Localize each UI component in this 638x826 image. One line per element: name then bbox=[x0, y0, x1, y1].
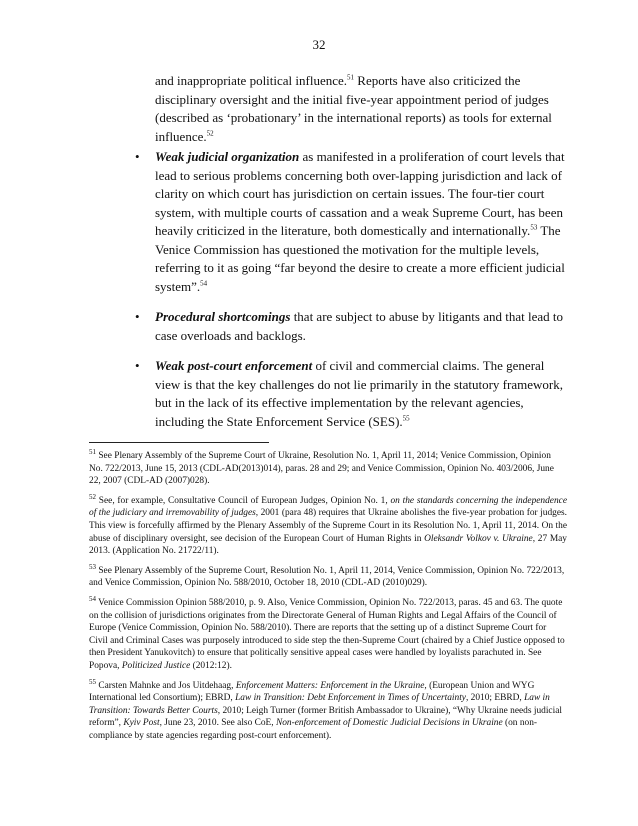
list-item-weak-judicial-organization bbox=[130, 148, 570, 296]
footnote-text: (2012:12). bbox=[190, 660, 232, 671]
issue-list bbox=[130, 148, 570, 443]
footnote-51 bbox=[89, 447, 567, 488]
list-item-procedural-shortcomings bbox=[130, 308, 570, 345]
footnotes bbox=[89, 447, 567, 749]
bullet-icon: • bbox=[135, 149, 140, 164]
footnote-ref-51[interactable]: 51 bbox=[347, 73, 355, 82]
bullet-text: as manifested in a proliferation of court levels that lead to serious problems concerning both over-lapping jurisdiction and lack of clarity on which court has jurisdiction on certain issues. The four-tier court system, with multiple courts of cassation and a weak Supreme Court, has been heavily criticized in the literature, both domestically and internationally. bbox=[155, 149, 565, 238]
bullet-term: Weak judicial organization bbox=[155, 149, 300, 164]
footnote-italic: Politicized Justice bbox=[121, 660, 191, 671]
footnote-italic: Non-enforcement of Domestic Judicial Decisions in Ukraine bbox=[275, 718, 503, 729]
footnote-number: 54 bbox=[89, 594, 96, 603]
footnote-text: , (European Union and WYG International led Consortium); EBRD, bbox=[89, 680, 535, 704]
bullet-text: The Venice Commission has questioned the motivation for the multiple levels, referring to it as going “far beyond the desire to create a more efficient judicial system”. bbox=[155, 223, 565, 294]
footnote-italic: Oleksandr Volkov v. Ukraine bbox=[424, 533, 533, 544]
continuation-paragraph bbox=[155, 72, 567, 146]
footnote-text: (on non-compliance by state agencies regarding post-court enforcement). bbox=[89, 718, 538, 741]
footnote-text: Carsten Mahnke and Jos Uitdehaag, bbox=[96, 680, 236, 691]
footnote-text: See Plenary Assembly of the Supreme Court of Ukraine, Resolution No. 1, April 11, 2014; Venice Commission, Opinion No. 722/2013, June 15, 2013 (CDL-AD(2013)014), paras. 28 and 29; and Venice Commission, Opinion No. 403/2006, June 22, 2007 (CDL-AD (2007)028). bbox=[89, 451, 554, 487]
footnote-55 bbox=[89, 677, 567, 743]
footnote-ref-53[interactable]: 53 bbox=[530, 223, 538, 232]
footnote-text: , 2010; Leigh Turner (former British Ambassador to Ukraine), “Why Ukraine needs judicial reform”, bbox=[89, 705, 562, 729]
footnote-text: Venice Commission Opinion 588/2010, p. 9. Also, Venice Commission, Opinion No. 722/2013, paras. 45 and 63. The quote on the collision of jurisdictions originates from the Directorate General of Human Rights and Legal Affairs of the Council of Europe (Venice Commission, Opinion No. 588/2010). There are reports that the setting up of a distinct Supreme Court for Civil and Criminal Cases was purposely introduced to side step the then-Supreme Court (chaired by a Chief Justice opposed to then President Yanukovitch) to ensure that politically sensitive appeal cases were handled by loyalists parachuted in. See Popova, bbox=[89, 597, 565, 671]
bullet-term: Weak post-court enforcement bbox=[155, 358, 313, 373]
list-item-weak-post-court-enforcement bbox=[130, 357, 570, 431]
footnote-54 bbox=[89, 594, 567, 673]
footnote-ref-52[interactable]: 52 bbox=[206, 129, 214, 138]
footnote-ref-55[interactable]: 55 bbox=[402, 414, 410, 423]
footnote-52 bbox=[89, 492, 567, 558]
footnote-italic: Law in Transition: Debt Enforcement in Times of Uncertainty bbox=[235, 693, 466, 704]
bullet-text: of civil and commercial claims. The general view is that the key challenges do not lie primarily in the statutory framework, but in the lack of its effective implementation by the relevant agencies, including the State Enforcement Service (SES). bbox=[155, 358, 563, 429]
footnote-italic: Enforcement Matters: Enforcement in the Ukraine bbox=[235, 680, 425, 691]
footnote-italic: on the standards concerning the independence of the judiciary and irremovability of judges bbox=[89, 495, 567, 519]
bullet-text: that are subject to abuse by litigants and that lead to case overloads and backlogs. bbox=[155, 309, 563, 343]
footnote-number: 52 bbox=[89, 492, 96, 501]
footnote-text: See, for example, Consultative Council of European Judges, Opinion No. 1, bbox=[96, 495, 391, 506]
footnote-53 bbox=[89, 562, 567, 590]
footnote-number: 55 bbox=[89, 677, 96, 686]
footnote-text: See Plenary Assembly of the Supreme Court, Resolution No. 1, April 11, 2014, Venice Commission, Opinion No. 722/2013, and Venice Commission, Opinion No. 588/2010, October 18, 2010 (CDL-AD (2010)029). bbox=[89, 565, 565, 589]
footnote-text: , 2010; EBRD, bbox=[465, 693, 525, 704]
footnote-text: , 27 May 2013. (Application No. 21722/11). bbox=[89, 533, 567, 557]
footnote-text: , 2001 (para 48) requires that Ukraine abolishes the five-year probation for judges. This view is forcefully affirmed by the Plenary Assembly of the Supreme Court in its Resolution No. 1, April 11, 2014. On the abuse of disciplinary oversight, see decision of the European Court of Human Rights in bbox=[89, 508, 567, 544]
footnote-italic: Law in Transition: Towards Better Courts bbox=[89, 693, 550, 716]
footnote-italic: Kyiv Post bbox=[123, 718, 160, 729]
continuation-text: Reports have also criticized the disciplinary oversight and the initial five-year appointment period of judges (described as ‘probationary’ in the international reports) as tools for external influence. bbox=[155, 73, 552, 144]
footnote-number: 53 bbox=[89, 562, 96, 571]
footnote-divider bbox=[89, 442, 269, 443]
footnote-text: , June 23, 2010. See also CoE, bbox=[159, 718, 276, 729]
page-number: 32 bbox=[312, 37, 326, 52]
continuation-text: and inappropriate political influence. bbox=[155, 73, 348, 88]
footnote-number: 51 bbox=[89, 447, 96, 456]
bullet-term: Procedural shortcomings bbox=[155, 309, 291, 324]
bullet-icon: • bbox=[135, 309, 140, 324]
footnote-ref-54[interactable]: 54 bbox=[200, 279, 208, 288]
bullet-icon: • bbox=[135, 358, 140, 373]
